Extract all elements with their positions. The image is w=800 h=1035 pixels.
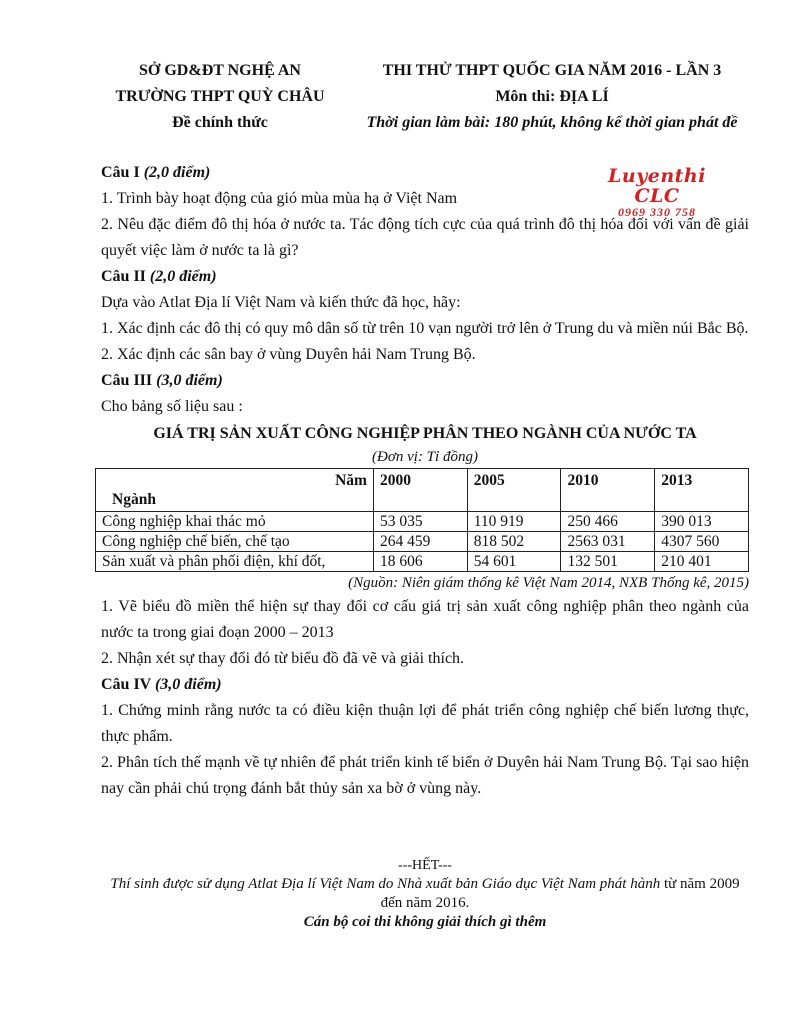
table-row <box>96 532 749 552</box>
exam-footer <box>100 856 750 932</box>
question-3-title: Câu III <box>101 372 153 389</box>
question-2-heading <box>101 264 749 290</box>
question-4-item: 1. Chứng minh rằng nước ta có điều kiện thuận lợi để phát triển công nghiệp chế biến lương thực, thực phẩm. <box>101 702 749 745</box>
question-1-title: Câu I <box>101 164 140 181</box>
table-cell: 53 035 <box>373 512 467 532</box>
proctor-note: Cán bộ coi thi không giải thích gì thêm <box>303 914 547 930</box>
table-cell: 2563 031 <box>561 532 655 552</box>
table-cell: 390 013 <box>655 512 749 532</box>
question-4-title: Câu IV <box>101 676 151 693</box>
atlas-note-rest: từ năm 2009 đến năm 2016. <box>380 876 740 911</box>
atlas-note-italic: Thí sinh được sử dụng Atlat Địa lí Việt Nam do Nhà xuất bản Giáo dục Việt Nam phát hành <box>110 876 661 892</box>
end-marker: ---HẾT--- <box>398 858 452 873</box>
question-2-item: 1. Xác định các đô thị có quy mô dân số từ trên 10 vạn người trở lên ở Trung du và miền núi Bắc Bộ. <box>101 320 749 337</box>
table-unit: (Đơn vị: Tỉ đồng) <box>372 449 478 465</box>
year-header: 2010 <box>561 469 655 512</box>
official-label: Đề chính thức <box>172 114 268 131</box>
question-4-heading <box>101 672 749 698</box>
table-cell: 210 401 <box>655 552 749 572</box>
exam-title: THI THỬ THPT QUỐC GIA NĂM 2016 - LẦN 3 <box>382 62 722 79</box>
school-name: TRƯỜNG THPT QUỲ CHÂU <box>115 88 325 105</box>
question-1-points: (2,0 điểm) <box>143 164 211 181</box>
watermark-phone: 0969 330 758 <box>618 205 696 219</box>
question-1-item: 2. Nêu đặc điểm đô thị hóa ở nước ta. Tác động tích cực của quá trình đô thị hóa đối với vấn đề giải quyết việc làm ở nước ta là gì? <box>101 216 749 259</box>
question-4-points: (3,0 điểm) <box>154 676 222 693</box>
corner-year-label: Năm <box>335 472 367 489</box>
table-cell: 4307 560 <box>655 532 749 552</box>
sector-label: Sản xuất và phân phối điện, khí đốt, <box>96 552 374 572</box>
year-header: 2013 <box>655 469 749 512</box>
question-3-item: 2. Nhận xét sự thay đổi đó từ biểu đồ đã vẽ và giải thích. <box>101 650 465 667</box>
table-title: GIÁ TRỊ SẢN XUẤT CÔNG NGHIỆP PHÂN THEO NGÀNH CỦA NƯỚC TA <box>153 425 697 442</box>
corner-sector-label: Ngành <box>112 491 156 508</box>
table-cell: 264 459 <box>373 532 467 552</box>
data-table <box>95 468 749 572</box>
year-header: 2000 <box>373 469 467 512</box>
table-header-row <box>96 469 749 512</box>
question-3-intro: Cho bảng số liệu sau : <box>101 398 243 415</box>
subject-line: Môn thi: ĐỊA LÍ <box>495 88 609 105</box>
question-1-item: 1. Trình bày hoạt động của gió mùa mùa hạ ở Việt Nam <box>101 190 458 207</box>
school-header <box>95 58 345 136</box>
sector-label: Công nghiệp khai thác mỏ <box>96 512 374 532</box>
question-2-points: (2,0 điểm) <box>149 268 217 285</box>
table-source: (Nguồn: Niên giám thống kê Việt Nam 2014, NXB Thống kê, 2015) <box>348 575 749 591</box>
year-header: 2005 <box>467 469 561 512</box>
table-corner-cell <box>96 469 374 512</box>
question-4-item: 2. Phân tích thế mạnh về tự nhiên để phát triển kinh tế biển ở Duyên hải Nam Trung Bộ. Tại sao hiện nay cần phải chú trọng đánh bắt thủy sản xa bờ ở vùng này. <box>101 754 749 797</box>
question-3-item: 1. Vẽ biểu đồ miền thể hiện sự thay đổi cơ cấu giá trị sản xuất công nghiệp phân theo ngành của nước ta trong giai đoạn 2000 – 2013 <box>101 598 749 641</box>
question-3-points: (3,0 điểm) <box>156 372 223 389</box>
watermark-brand: Luyenthi CLC <box>608 165 706 207</box>
table-cell: 54 601 <box>467 552 561 572</box>
question-2-title: Câu II <box>101 268 146 285</box>
table-cell: 250 466 <box>561 512 655 532</box>
question-1-heading <box>101 160 749 186</box>
table-cell: 18 606 <box>373 552 467 572</box>
question-3-heading <box>101 368 749 394</box>
table-row <box>96 552 749 572</box>
table-cell: 110 919 <box>467 512 561 532</box>
question-2-intro: Dựa vào Atlat Địa lí Việt Nam và kiến thức đã học, hãy: <box>101 294 461 311</box>
atlas-note <box>100 875 750 913</box>
sector-label: Công nghiệp chế biến, chế tạo <box>96 532 374 552</box>
table-cell: 818 502 <box>467 532 561 552</box>
exam-body <box>101 160 749 802</box>
exam-header <box>352 58 752 136</box>
table-cell: 132 501 <box>561 552 655 572</box>
duration-line: Thời gian làm bài: 180 phút, không kể thời gian phát đề <box>366 114 738 131</box>
question-2-item: 2. Xác định các sân bay ở vùng Duyên hải Nam Trung Bộ. <box>101 346 476 363</box>
department-name: SỞ GD&ĐT NGHỆ AN <box>139 62 301 79</box>
table-row <box>96 512 749 532</box>
